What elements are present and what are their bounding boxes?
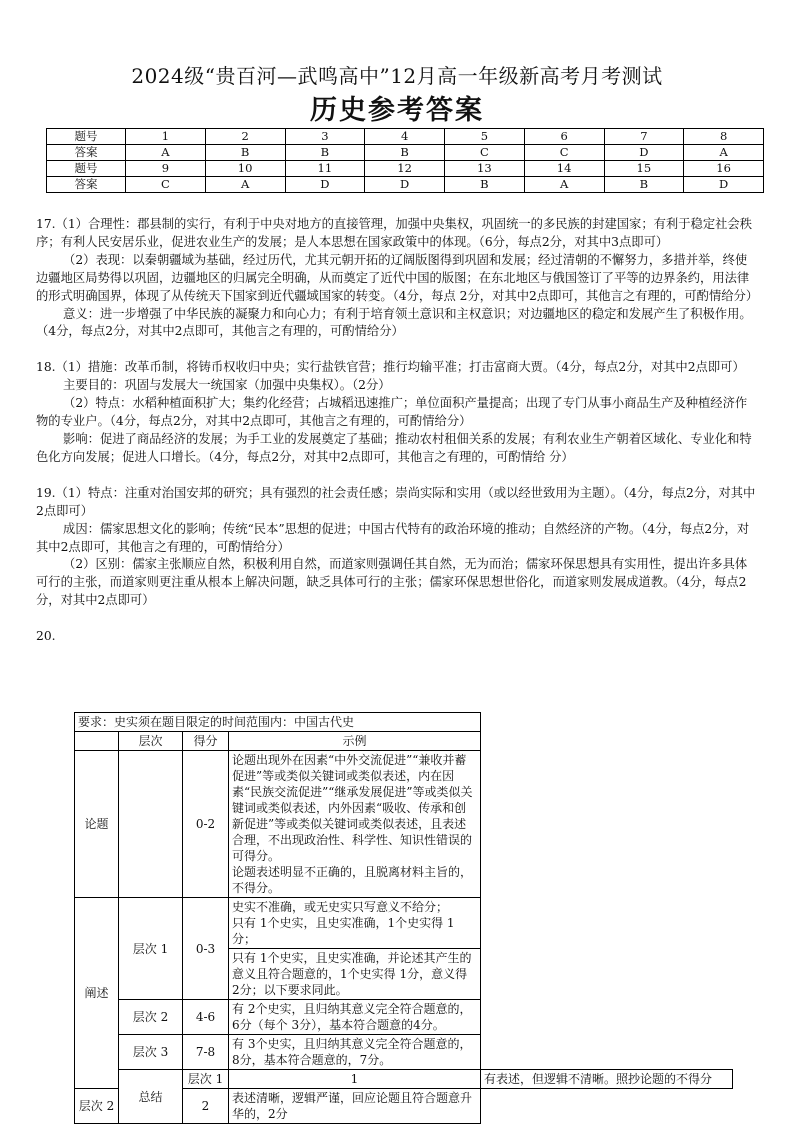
rubric-level: 层次 3 <box>119 1035 183 1070</box>
rubric-category: 阐述 <box>75 898 119 1089</box>
table-cell: 2 <box>205 129 285 145</box>
table-row <box>75 732 733 751</box>
rubric-score: 0-2 <box>183 751 229 898</box>
table-cell: C <box>524 145 604 161</box>
table-cell <box>75 732 119 751</box>
table-cell: B <box>604 177 684 193</box>
table-row <box>75 1070 733 1089</box>
rubric-score: 1 <box>229 1070 481 1089</box>
table-cell: 11 <box>285 161 365 177</box>
rubric-example <box>229 751 481 898</box>
q19-part2: （2）区别：儒家主张顺应自然，积极利用自然，而道家则强调任其自然，无为而治；儒家环保思想具有实用性，提出许多具体可行的主张，而道家则更注重从根本上解决问题，缺乏具体可行的主张；儒家环保思想世俗化，而道家则发展成道教。（4分，每点2分，对其中2点即可） <box>36 557 748 608</box>
table-row <box>47 161 764 177</box>
table-cell: 6 <box>524 129 604 145</box>
table-cell: 16 <box>684 161 764 177</box>
rubric-text: 史实不准确，或无史实只写意义不给分； <box>232 900 449 914</box>
table-cell: 15 <box>604 161 684 177</box>
answer-key-table <box>46 128 764 193</box>
rubric-example: 有表述，但逻辑不清晰。照抄论题的不得分 <box>481 1070 733 1089</box>
rubric-example: 表述清晰，逻辑严谨，回应论题且符合题意升华的，2分 <box>229 1089 481 1124</box>
document-title: 2024级“贵百河—武鸣高中”12月高一年级新高考月考测试 <box>131 64 663 88</box>
table-cell: 12 <box>365 161 445 177</box>
table-cell: D <box>604 145 684 161</box>
rubric-example <box>229 898 481 949</box>
table-cell: D <box>285 177 365 193</box>
table-cell: A <box>684 145 764 161</box>
table-cell: 7 <box>604 129 684 145</box>
q18-impact: 影响：促进了商品经济的发展；为手工业的发展奠定了基础；推动农村租佃关系的发展；有利农业生产朝着区域化、专业化和特色化方向发展；促进人口增长。（4分，每点2分，对其中2点即可，其他言之有理的，可酌情给 分） <box>36 431 752 464</box>
table-cell: A <box>126 145 206 161</box>
q20-number: 20. <box>36 629 56 644</box>
table-cell: 5 <box>445 129 525 145</box>
table-header-cell: 示例 <box>229 732 481 751</box>
q18-purpose: 主要目的：巩固与发展大一统国家（加强中央集权）。（2分） <box>63 378 391 393</box>
spacer <box>36 467 758 485</box>
table-cell: 3 <box>285 129 365 145</box>
table-cell: 14 <box>524 161 604 177</box>
rubric-example: 有 3个史实，且归纳其意义完全符合题意的，8分，基本符合题意的，7分。 <box>229 1035 481 1070</box>
table-cell: C <box>445 145 525 161</box>
q18-part1: 18.（1）措施：改革币制，将铸币权收归中央；实行盐铁官营；推行均输平准；打击富商大贾。（4分，每点2分，对其中2点即可） <box>36 360 745 375</box>
table-row <box>75 1035 733 1070</box>
table-cell: 10 <box>205 161 285 177</box>
q17-part1: 17.（1）合理性：郡县制的实行，有利于中央对地方的直接管理，加强中央集权，巩固统一的多民族的封建国家；有利于稳定社会秩序；有利人民安居乐业，促进农业生产的发展；是人本思想在国家政策中的体现。（6分，每点2分，对其中3点即可） <box>36 217 753 249</box>
table-cell: A <box>205 177 285 193</box>
rubric-level: 层次 1 <box>119 898 183 1000</box>
q19-part1: 19.（1）特点：注重对治国安邦的研究；具有强烈的社会责任感；崇尚实际和实用（或以经世致用为主题）。（4分，每点2分，对其中2点即可） <box>36 485 756 518</box>
table-header-cell: 答案 <box>47 145 126 161</box>
rubric-level: 层次 2 <box>75 1089 119 1124</box>
rubric-score: 4-6 <box>183 1000 229 1035</box>
table-cell: B <box>205 145 285 161</box>
table-row <box>75 713 733 732</box>
table-row <box>75 898 733 949</box>
table-cell: A <box>524 177 604 193</box>
table-cell: 8 <box>684 129 764 145</box>
rubric-score: 7-8 <box>183 1035 229 1070</box>
table-cell: 4 <box>365 129 445 145</box>
spacer <box>36 610 758 628</box>
rubric-level: 层次 2 <box>119 1000 183 1035</box>
table-cell: 13 <box>445 161 525 177</box>
rubric-category: 论题 <box>75 751 119 898</box>
spacer <box>36 341 758 359</box>
q19-causes: 成因：儒家思想文化的影响；传统“民本”思想的促进；中国古代特有的政治环境的推动；自然经济的产物。（4分，每点2分，对其中2点即可，其他言之有理的，可酌情给分） <box>36 521 750 554</box>
table-header-cell: 题号 <box>47 161 126 177</box>
rubric-score: 2 <box>183 1089 229 1124</box>
table-row <box>47 177 764 193</box>
q20-rubric-table <box>74 712 733 1124</box>
table-cell: 1 <box>126 129 206 145</box>
table-cell: 9 <box>126 161 206 177</box>
rubric-text: 论题出现外在因素“中外交流促进”“兼收并蓄促进”等或类似关键词或类似表述，内在因素“民族交流促进”“继承发展促进”等或类似关键词或类似表述，内外因素“吸收、传承和创新促进”等或类似关键词或类似表述，且表述合理，不出现政治性、科学性、知识性错误的可得分。 <box>232 753 473 863</box>
rubric-example: 有 2个史实，且归纳其意义完全符合题意的，6分（每个 3分），基本符合题意的4分。 <box>229 1000 481 1035</box>
table-cell: C <box>126 177 206 193</box>
answer-body <box>36 216 758 646</box>
table-row <box>75 751 733 898</box>
rubric-level: 层次 1 <box>183 1070 229 1089</box>
q17-part2: （2）表现：以秦朝疆域为基础，经过历代，尤其元朝开拓的辽阔版图得到巩固和发展；经过清朝的不懈努力，多措并举，终使边疆地区局势得以巩固，边疆地区的归属完全明确，从而奠定了近代中国的版图；在东北地区与俄国签订了平等的边界条约，用法律的形式明确国界，体现了从传统天下国家到近代疆域国家的转变。（4分，每点 2分，对其中2点即可，其他言之有理的，可酌情给分） <box>36 252 759 303</box>
rubric-example: 只有 1个史实，且史实准确，并论述其产生的意义且符合题意的，1个史实得 1分，意义得 2分；以下要求同此。 <box>229 949 481 1000</box>
table-cell: D <box>684 177 764 193</box>
table-row <box>47 145 764 161</box>
table-header-cell: 题号 <box>47 129 126 145</box>
table-row <box>75 1000 733 1035</box>
table-cell <box>119 751 183 898</box>
q17-significance: 意义：进一步增强了中华民族的凝聚力和向心力；有利于培育领土意识和主权意识；对边疆地区的稳定和发展产生了积极作用。（4分，每点2分，对其中2点即可，其他言之有理的，可酌情给分） <box>36 306 752 339</box>
table-header-cell: 答案 <box>47 177 126 193</box>
table-cell: B <box>365 145 445 161</box>
document-subtitle: 历史参考答案 <box>310 95 484 126</box>
table-header-cell: 层次 <box>119 732 183 751</box>
rubric-text: 只有 1个史实，且史实准确，1个史实得 1分； <box>232 916 455 946</box>
rubric-text: 论题表述明显不正确的，且脱离材料主旨的，不得分。 <box>232 865 473 895</box>
rubric-category: 总结 <box>119 1070 183 1124</box>
table-cell: D <box>365 177 445 193</box>
table-cell: B <box>445 177 525 193</box>
table-header-cell: 得分 <box>183 732 229 751</box>
table-row <box>47 129 764 145</box>
rubric-score: 0-3 <box>183 898 229 1000</box>
q18-part2: （2）特点：水稻种植面积扩大；集约化经营；占城稻迅速推广；单位面积产量提高；出现了专门从事小商品生产及种植经济作物的专业户。（4分，每点2分，对其中2点即可，其他言之有理的，可酌情给分） <box>36 396 748 429</box>
table-cell: B <box>285 145 365 161</box>
rubric-requirement: 要求：史实须在题目限定的时间范围内：中国古代史 <box>75 713 481 732</box>
